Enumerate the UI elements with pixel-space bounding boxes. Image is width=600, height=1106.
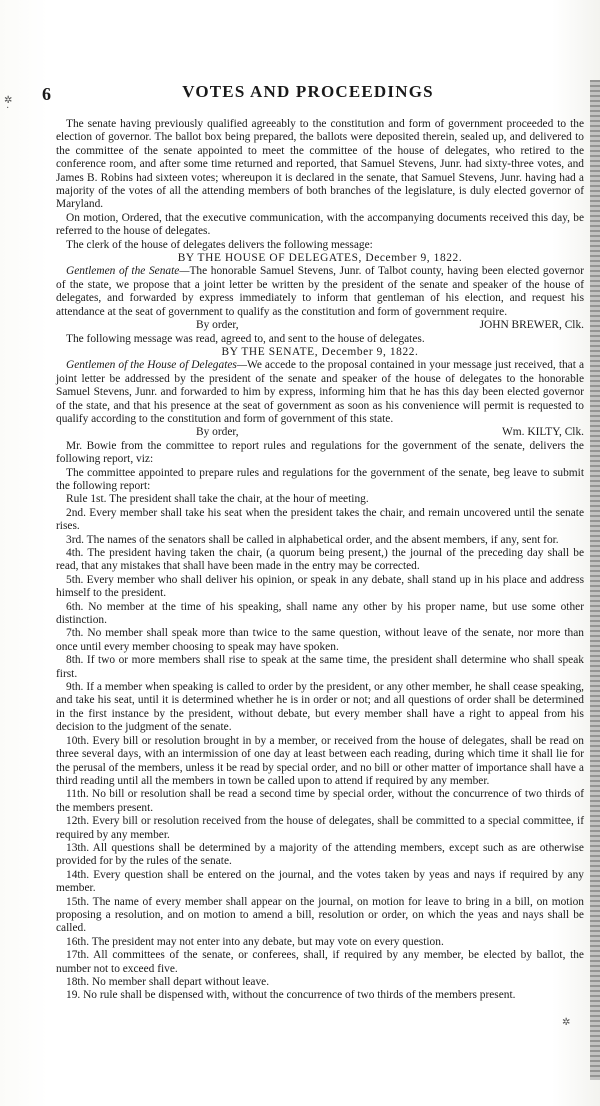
rule-item: 6th. No member at the time of his speaking, shall name any other by his proper name, but use some other distinction. (56, 600, 584, 627)
heading-house-message: BY THE HOUSE OF DELEGATES, December 9, 1822. (177, 252, 463, 265)
paragraph-message-sent: The following message was read, agreed to, and sent to the house of delegates. (66, 332, 425, 345)
signature-line (56, 319, 584, 332)
by-order: By order, (196, 319, 239, 332)
rule-item: 16th. The president may not enter into any debate, but may vote on every question. (66, 935, 444, 948)
running-title: VOTES AND PROCEEDINGS (182, 82, 434, 101)
paragraph-committee-intro: The committee appointed to prepare rules and regulations for the government of the senate, beg leave to submit the following report: (56, 466, 584, 492)
page-header (38, 82, 578, 104)
page-number: 6 (42, 84, 51, 104)
message-body: We accede to the proposal contained in your message just received, that a joint letter be addressed by the president of the senate and speaker of the house of delegates to the honorable Samuel Stevens, Junr. and forwarded to him by express, informing him that he has this day been elected governor of the state, and that his presence at the seat of government as soon as his convenience will permit is requested to qualify according to the constitution and form of government of this state. (56, 359, 584, 425)
rule-item: 2nd. Every member shall take his seat when the president takes the chair, and remain uncovered until the senate rises. (56, 506, 584, 533)
message-body: The honorable Samuel Stevens, Junr. of Talbot county, having been elected governor of the state, we propose that a joint letter be written by the president of the senate and speaker of the house of delegates, and forwarded by express immediately to inform that gentleman of his election, and request his attendance at the seat of government to qualify as the constitution and form of government require. (56, 265, 585, 318)
paragraph-election: The senate having previously qualified agreeably to the constitution and form of government proceeded to the election of governor. The ballot box being prepared, the ballots were deposited therein, sealed up, and delivered to the committee of the senate appointed to meet the committee of the house of delegates, who retired to the conference room, and after some time returned and reported, that Samuel Stevens, Junr. had sixty-three votes, and James B. Robins had sixteen votes; whereupon it is declared in the senate, that Samuel Stevens, Junr. having had a majority of the votes of all the attending members of both branches of the legislature, is duly elected governor of Maryland. (56, 118, 584, 211)
rule-item: 4th. The president having taken the chair, (a quorum being present,) the journal of the preceding day shall be read, that any mistakes that shall have been made in the entry may be corrected. (56, 547, 584, 573)
page-body (56, 118, 584, 1003)
rule-item: 11th. No bill or resolution shall be read a second time by special order, without the concurrence of two thirds of the members present. (56, 788, 584, 814)
message-house (56, 265, 584, 319)
rule-item: 9th. If a member when speaking is called to order by the president, or any other member, he shall cease speaking, and take his seat, until it is determined whether he is in order or not; and all questions of order shall be determined in the first instance by the president, without debate, but every member shall have a right to appeal from his decision to the judgment of the senate. (56, 681, 584, 734)
salutation: Gentlemen of the Senate— (66, 265, 190, 278)
rule-item: 13th. All questions shall be determined by a majority of the attending members, except such as are otherwise provided for by the rules of the senate. (56, 841, 584, 868)
rule-item: 3rd. The names of the senators shall be called in alphabetical order, and the absent members, if any, sent for. (66, 533, 559, 546)
rule-item: 19. No rule shall be dispensed with, without the concurrence of two thirds of the members present. (66, 989, 516, 1002)
signatory: Wm. KILTY, Clk. (502, 426, 584, 439)
heading-senate-message: BY THE SENATE, December 9, 1822. (221, 345, 419, 358)
rule-item: 12th. Every bill or resolution received from the house of delegates, shall be committed to a special committee, if required by any member. (56, 815, 584, 841)
signature-line (56, 426, 584, 439)
paragraph-committee-report: Mr. Bowie from the committee to report rules and regulations for the government of the senate, delivers the following report, viz: (56, 439, 584, 466)
rule-item: 15th. The name of every member shall appear on the journal, on motion for leave to bring in a bill, on motion proposing a resolution, and on motion to amend a bill, resolution or order, on which the yeas and nays shall be called. (56, 895, 584, 935)
rule-item: Rule 1st. The president shall take the chair, at the hour of meeting. (66, 493, 369, 506)
signatory: JOHN BREWER, Clk. (479, 319, 584, 332)
salutation: Gentlemen of the House of Delegates— (66, 359, 247, 372)
ink-speck: ✲ (562, 1017, 571, 1028)
by-order: By order, (196, 426, 239, 439)
binding-edge (590, 80, 600, 1080)
ink-speck: ✲ (4, 95, 13, 106)
paragraph-motion: On motion, Ordered, that the executive communication, with the accompanying documents received this day, be referred to the house of delegates. (56, 211, 584, 238)
rule-item: 18th. No member shall depart without leave. (66, 976, 270, 988)
rule-item: 14th. Every question shall be entered on the journal, and the votes taken by yeas and nays if required by any member. (56, 868, 584, 895)
ink-speck: · (6, 103, 10, 114)
message-senate (56, 359, 584, 426)
rule-item: 17th. All committees of the senate, or conferees, shall, if required by any member, be elected by ballot, the number not to exceed five. (56, 949, 584, 975)
rule-item: 5th. Every member who shall deliver his opinion, or speak in any debate, shall stand up in his place and address himself to the president. (56, 573, 584, 600)
rule-item: 10th. Every bill or resolution brought in by a member, or received from the house of delegates, shall be read on three several days, with an intermission of one day at least between each reading, during which time it shall lie for the perusal of the members, unless it be read by special order, and no bill or other matter of importance shall have a third reading until all the members in town be called upon to attend if required by any member. (56, 734, 584, 787)
rule-item: 8th. If two or more members shall rise to speak at the same time, the president shall determine who shall speak first. (56, 654, 584, 680)
paragraph-clerk-message: The clerk of the house of delegates delivers the following message: (66, 238, 373, 251)
rule-item: 7th. No member shall speak more than twice to the same question, without leave of the senate, nor more than once until every member choosing to speak may have spoken. (56, 627, 584, 653)
